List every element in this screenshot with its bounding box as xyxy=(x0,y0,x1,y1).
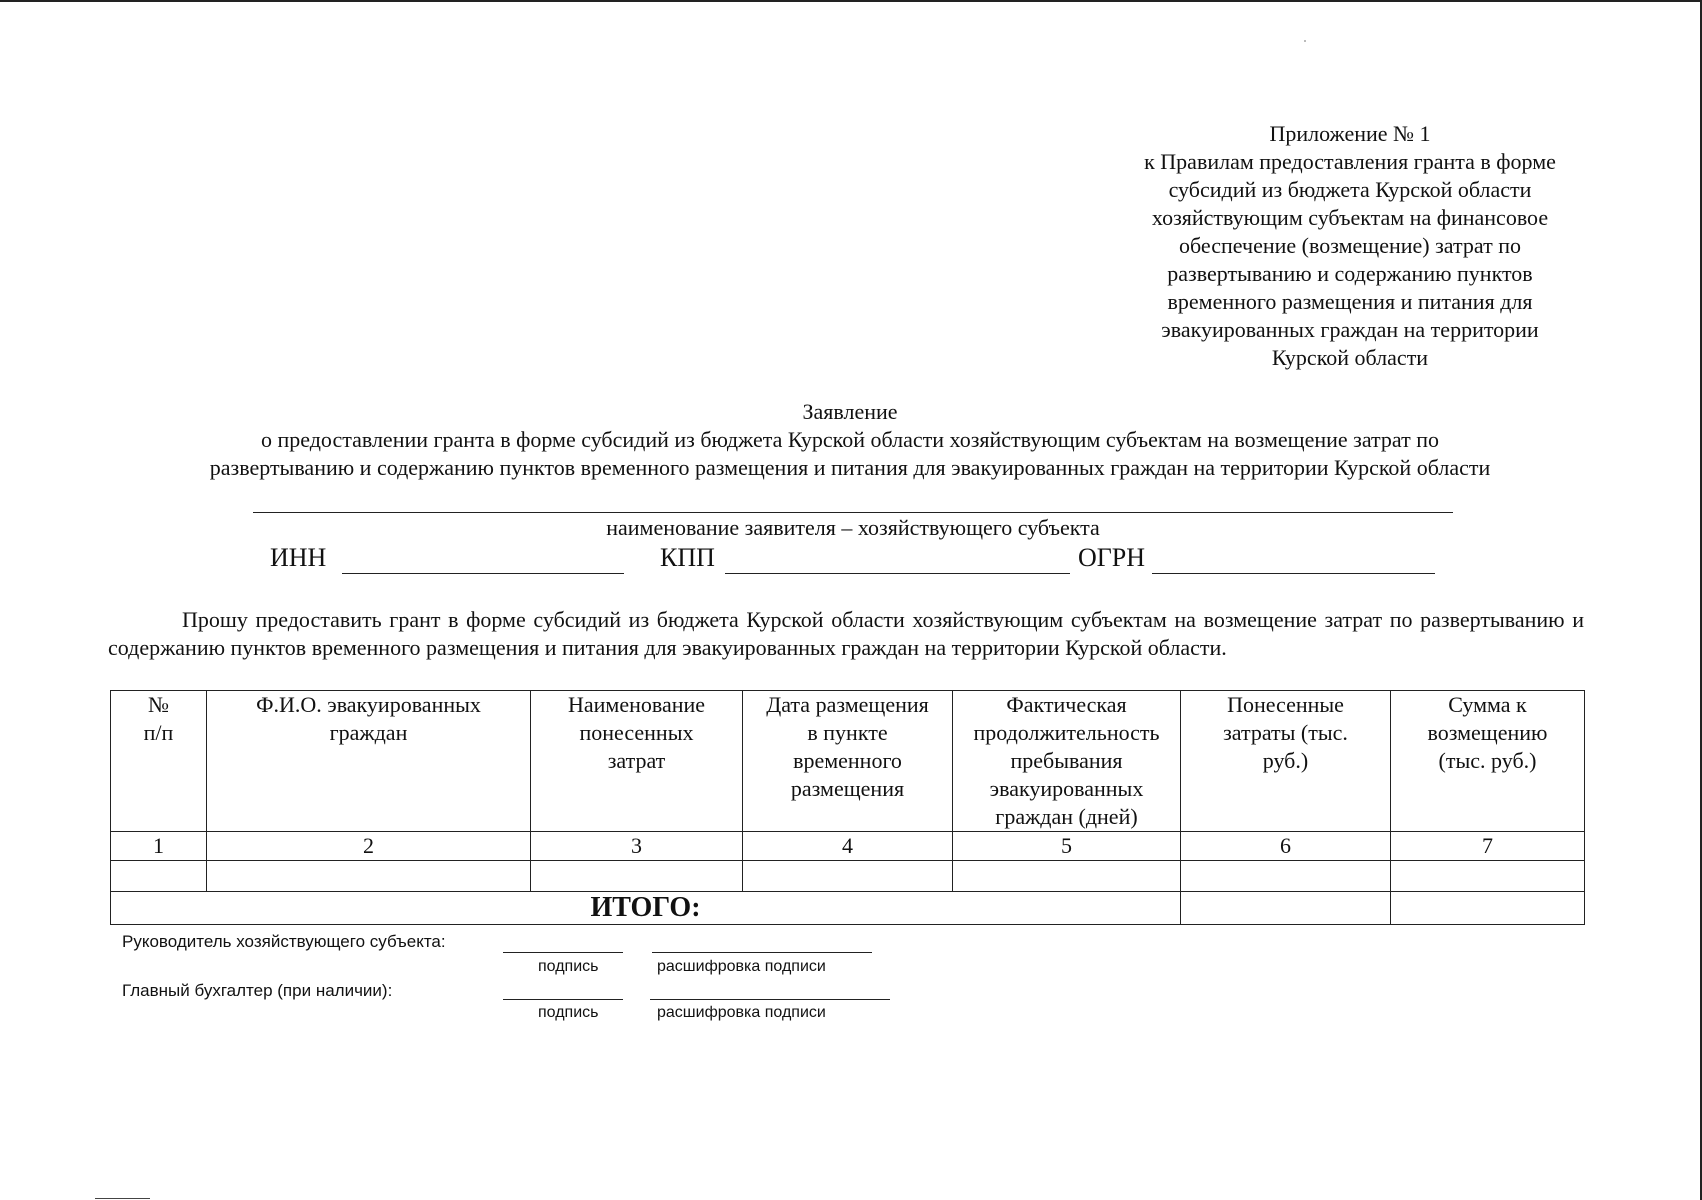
column-number: 5 xyxy=(953,832,1181,861)
head-signature-label: Руководитель хозяйствующего субъекта: xyxy=(122,932,446,951)
ogrn-label: ОГРН xyxy=(1078,543,1146,572)
column-number-row xyxy=(111,832,1585,861)
column-number: 4 xyxy=(743,832,953,861)
table-cell[interactable] xyxy=(1391,861,1585,892)
document-header xyxy=(120,398,1580,482)
grant-table xyxy=(110,690,1585,925)
column-header: Ф.И.О. эвакуированных граждан xyxy=(207,691,531,832)
table-cell[interactable] xyxy=(953,861,1181,892)
column-header: Наименование понесенных затрат xyxy=(531,691,743,832)
column-header: Сумма к возмещению (тыс. руб.) xyxy=(1391,691,1585,832)
column-header: Дата размещения в пункте временного размещения xyxy=(743,691,953,832)
decode-caption: расшифровка подписи xyxy=(657,958,826,975)
accountant-signature-field[interactable] xyxy=(503,999,623,1000)
request-paragraph: Прошу предоставить грант в форме субсидий из бюджета Курской области хозяйствующим субъектам на возмещение затрат по развертыванию и содержанию пунктов временного размещения и питания для эвакуированных граждан на территории Курской области. xyxy=(108,607,1584,660)
appendix-line: субсидий из бюджета Курской области xyxy=(1168,177,1532,202)
applicant-name-caption: наименование заявителя – хозяйствующего субъекта xyxy=(606,515,1100,540)
signature-caption: подпись xyxy=(538,958,599,975)
table-cell[interactable] xyxy=(207,861,531,892)
appendix-line: к Правилам предоставления гранта в форме xyxy=(1144,149,1556,174)
table-cell[interactable] xyxy=(1181,861,1391,892)
appendix-line: хозяйствующим субъектам на финансовое xyxy=(1151,205,1549,230)
appendix-line: развертыванию и содержанию пунктов xyxy=(1167,261,1533,286)
kpp-field[interactable] xyxy=(725,573,1070,574)
total-row xyxy=(111,892,1585,925)
page-border-top xyxy=(0,0,1702,2)
appendix-line: обеспечение (возмещение) затрат по xyxy=(1179,233,1521,258)
table-cell[interactable] xyxy=(111,861,207,892)
appendix-line: временного размещения и питания для xyxy=(1167,289,1533,314)
column-header: Фактическая продолжительность пребывания эвакуированных граждан (дней) xyxy=(953,691,1181,832)
total-reimbursement-cell[interactable] xyxy=(1391,892,1585,925)
column-number: 3 xyxy=(531,832,743,861)
total-costs-cell[interactable] xyxy=(1181,892,1391,925)
column-header: № п/п xyxy=(111,691,207,832)
requisites-row xyxy=(270,543,1470,577)
appendix-title: Приложение № 1 xyxy=(1269,121,1431,146)
scan-artifact xyxy=(1304,40,1306,42)
total-label: ИТОГО: xyxy=(111,892,1181,925)
column-number: 7 xyxy=(1391,832,1585,861)
column-number: 2 xyxy=(207,832,531,861)
decode-caption: расшифровка подписи xyxy=(657,1004,826,1021)
table-header-row xyxy=(111,691,1585,832)
appendix-line: Курской области xyxy=(1271,345,1429,370)
accountant-signature-decode-field[interactable] xyxy=(650,999,890,1000)
document-title: Заявление xyxy=(802,399,898,424)
document-subtitle-line: о предоставлении гранта в форме субсидий из бюджета Курской области хозяйствующим субъектам на возмещение затрат по xyxy=(260,427,1440,452)
appendix-block xyxy=(1110,120,1590,372)
applicant-name-field[interactable] xyxy=(253,512,1453,513)
inn-label: ИНН xyxy=(270,543,327,572)
table-row xyxy=(111,861,1585,892)
document-subtitle-line: развертыванию и содержанию пунктов временного размещения и питания для эвакуированных граждан на территории Курской области xyxy=(209,455,1491,480)
head-signature-field[interactable] xyxy=(503,952,623,953)
signature-caption: подпись xyxy=(538,1004,599,1021)
column-number: 1 xyxy=(111,832,207,861)
column-number: 6 xyxy=(1181,832,1391,861)
kpp-label: КПП xyxy=(660,543,715,572)
column-header: Понесенные затраты (тыс. руб.) xyxy=(1181,691,1391,832)
head-signature-decode-field[interactable] xyxy=(652,952,872,953)
page-border-bottom xyxy=(95,1198,150,1199)
appendix-line: эвакуированных граждан на территории xyxy=(1161,317,1539,342)
accountant-signature-label: Главный бухгалтер (при наличии): xyxy=(122,981,393,1000)
ogrn-field[interactable] xyxy=(1152,573,1435,574)
inn-field[interactable] xyxy=(342,573,624,574)
table-cell[interactable] xyxy=(743,861,953,892)
table-cell[interactable] xyxy=(531,861,743,892)
